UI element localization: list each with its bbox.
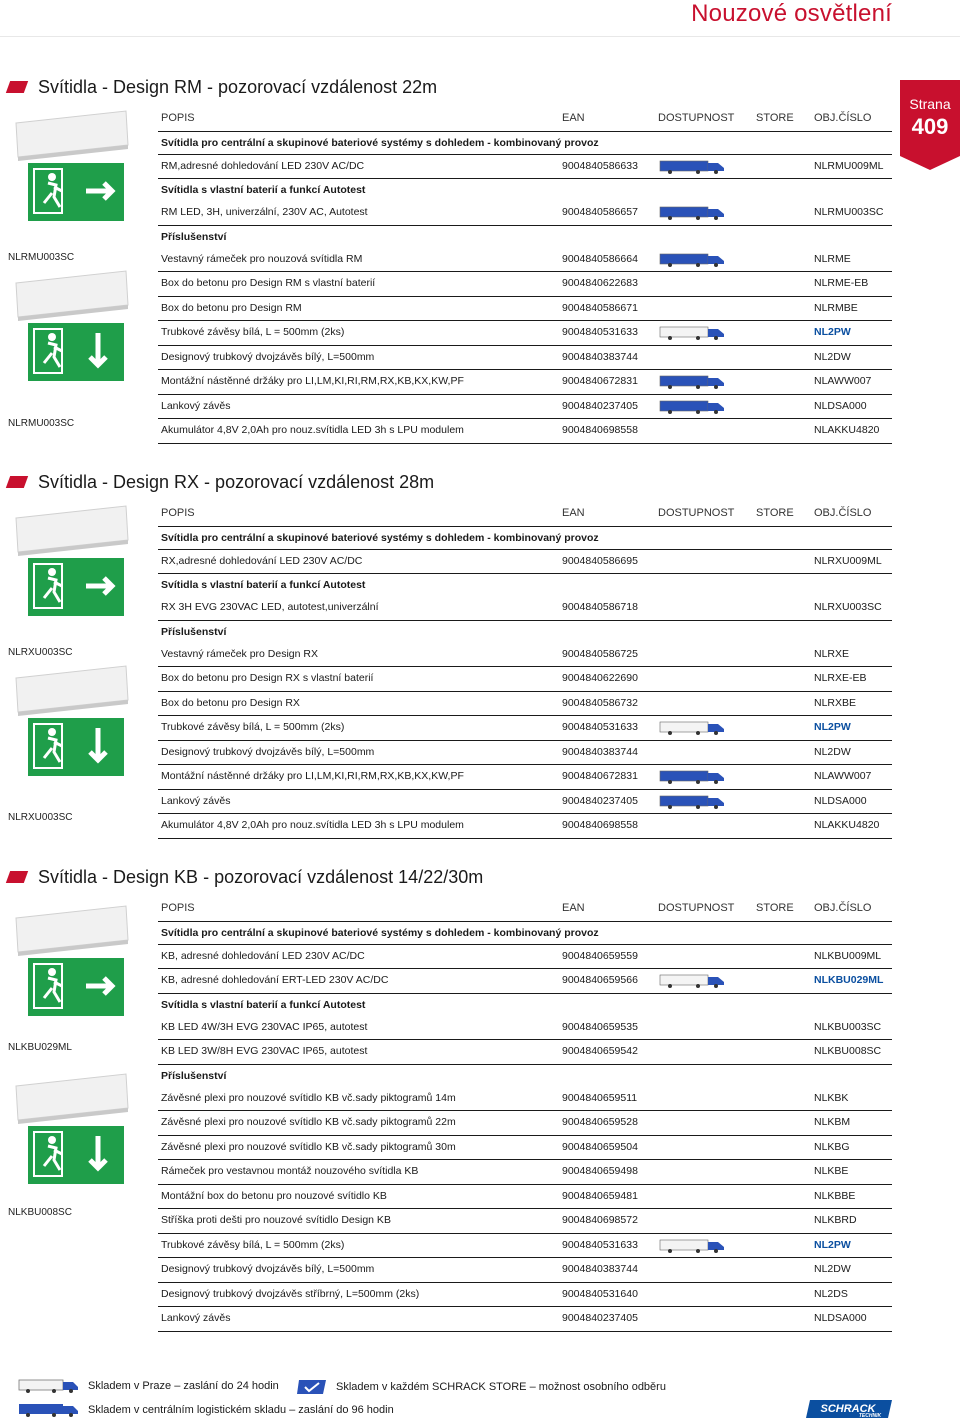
item-order-number: NLRME [814, 252, 851, 265]
exit-sign-icon [8, 900, 134, 1030]
legend-store [296, 1378, 666, 1396]
item-ean: 9004840622690 [562, 672, 638, 684]
item-ean: 9004840659559 [562, 949, 638, 962]
subgroup-heading-row [158, 179, 892, 201]
item-ean: 9004840586732 [562, 696, 638, 709]
item-ean: 9004840586633 [562, 159, 638, 172]
column-header-ean: EAN [562, 112, 585, 124]
table-row [158, 419, 892, 444]
table-row [158, 814, 892, 839]
page-number-label: Strana [909, 96, 951, 112]
item-ean: 9004840383744 [562, 350, 638, 363]
table-row [158, 370, 892, 395]
column-header-popis: POPIS [161, 507, 195, 519]
page-number-badge [900, 80, 960, 156]
item-description: Závěsné plexi pro nouzové svítidlo KB vč.sady piktogramů 30m [161, 1140, 456, 1153]
table-row [158, 272, 892, 297]
legend-central-text: Skladem v centrálním logistickém skladu – zaslání do 96 hodin [88, 1404, 394, 1416]
product-table [158, 107, 892, 444]
item-ean: 9004840586718 [562, 601, 638, 613]
store-check-icon [296, 1378, 330, 1396]
item-description: RM,adresné dohledování LED 230V AC/DC [161, 159, 365, 172]
product-code-label: NLKBU008SC [8, 1207, 72, 1218]
product-code-label: NLRXU003SC [8, 647, 73, 658]
truck-store-icon [658, 252, 728, 268]
brand-name: SCHRACK [820, 1403, 876, 1415]
table-row [158, 1111, 892, 1136]
item-order-number: NLKBU009ML [814, 949, 882, 962]
item-order-number: NLAKKU4820 [814, 424, 880, 436]
item-ean: 9004840698558 [562, 424, 638, 436]
item-description: Designový trubkový dvojzávěs bílý, L=500mm [161, 745, 375, 758]
item-description: KB LED 4W/3H EVG 230VAC IP65, autotest [161, 1020, 368, 1033]
subgroup-heading-row [158, 1065, 892, 1087]
legend-footer [0, 1370, 960, 1427]
item-order-number: NLRMU003SC [814, 206, 884, 218]
table-row [158, 248, 892, 273]
item-order-number: NL2PW [814, 1238, 851, 1251]
item-ean: 9004840237405 [562, 1312, 638, 1324]
column-header-obj: OBJ.ČÍSLO [814, 902, 872, 914]
item-description: RX,adresné dohledování LED 230V AC/DC [161, 554, 363, 567]
column-header-dostupnost: DOSTUPNOST [658, 902, 735, 914]
item-order-number: NL2DW [814, 350, 851, 363]
item-description: Box do betonu pro Design RX [161, 696, 300, 709]
column-header-obj: OBJ.ČÍSLO [814, 507, 872, 519]
column-header-dostupnost: DOSTUPNOST [658, 507, 735, 519]
item-order-number: NLKBU003SC [814, 1020, 882, 1033]
item-ean: 9004840531633 [562, 721, 638, 733]
item-order-number: NLRXU009ML [814, 554, 882, 567]
item-description: Lankový závěs [161, 399, 231, 412]
item-ean: 9004840659566 [562, 974, 638, 986]
item-order-number: NLKBG [814, 1140, 850, 1153]
page-number: 409 [911, 114, 949, 139]
truck-praha-icon [18, 1378, 82, 1394]
item-description: Designový trubkový dvojzávěs bílý, L=500mm [161, 350, 375, 363]
item-ean: 9004840659542 [562, 1045, 638, 1057]
item-order-number: NLRXU003SC [814, 601, 882, 613]
item-description: Montážní nástěnné držáky pro LI,LM,KI,RI,RM,RX,KB,KX,KW,PF [161, 375, 464, 387]
table-row [158, 550, 892, 575]
table-row [158, 716, 892, 741]
item-order-number: NLAWW007 [814, 375, 872, 387]
exit-sign-icon [8, 500, 134, 630]
truck-store-icon [658, 374, 728, 390]
column-header-popis: POPIS [161, 902, 195, 914]
item-ean: 9004840622683 [562, 277, 638, 289]
table-row [158, 1283, 892, 1308]
item-order-number: NLRXE-EB [814, 672, 867, 684]
subgroup-heading-row [158, 226, 892, 248]
item-description: Designový trubkový dvojzávěs stříbrný, L=500mm (2ks) [161, 1287, 420, 1300]
column-header-store: STORE [756, 507, 794, 519]
group-heading-text: Svítidla pro centrální a skupinové bateriové systémy s dohledem - kombinovaný provoz [161, 926, 599, 939]
item-order-number: NLRME-EB [814, 277, 869, 289]
item-ean: 9004840531633 [562, 1238, 638, 1251]
item-ean: 9004840383744 [562, 1263, 638, 1275]
product-table [158, 502, 892, 839]
item-description: KB, adresné dohledování LED 230V AC/DC [161, 949, 365, 962]
truck-praha-icon [658, 720, 728, 736]
item-ean: 9004840659528 [562, 1116, 638, 1128]
column-header-store: STORE [756, 902, 794, 914]
item-order-number: NLKBU029ML [814, 974, 884, 986]
item-description: Montážní nástěnné držáky pro LI,LM,KI,RI,RM,RX,KB,KX,KW,PF [161, 770, 464, 782]
section-marker-icon [6, 476, 28, 488]
item-ean: 9004840659481 [562, 1189, 638, 1202]
truck-store-icon [658, 399, 728, 415]
column-header-popis: POPIS [161, 112, 195, 124]
legend-store-text: Skladem v každém SCHRACK STORE – možnost osobního odběru [336, 1381, 666, 1393]
column-header-obj: OBJ.ČÍSLO [814, 112, 872, 124]
column-header-store: STORE [756, 112, 794, 124]
legend-praha [18, 1378, 279, 1394]
exit-sign-icon [8, 1068, 134, 1198]
exit-sign-icon [8, 105, 134, 235]
truck-praha-icon [658, 325, 728, 341]
item-order-number: NLKBK [814, 1091, 849, 1104]
item-order-number: NLRMU009ML [814, 159, 884, 172]
table-row [158, 643, 892, 668]
table-header-row [158, 107, 892, 132]
item-ean: 9004840531640 [562, 1287, 638, 1300]
table-header-row [158, 502, 892, 527]
item-order-number: NLKBRD [814, 1214, 857, 1226]
product-code-label: NLRMU003SC [8, 418, 75, 429]
table-row [158, 790, 892, 815]
exit-sign-icon [8, 265, 134, 395]
item-ean: 9004840698558 [562, 819, 638, 831]
item-order-number: NL2PW [814, 721, 851, 733]
truck-store-icon [658, 769, 728, 785]
column-header-ean: EAN [562, 902, 585, 914]
item-order-number: NLRMBE [814, 301, 858, 314]
truck-store-icon [658, 159, 728, 175]
product-table [158, 897, 892, 1332]
group-heading-row [158, 922, 892, 945]
group-heading-row [158, 527, 892, 550]
item-order-number: NLKBU008SC [814, 1045, 882, 1057]
item-ean: 9004840586671 [562, 301, 638, 314]
legend-praha-text: Skladem v Praze – zaslání do 24 hodin [88, 1380, 279, 1392]
item-description: Akumulátor 4,8V 2,0Ah pro nouz.svítidla LED 3h s LPU modulem [161, 819, 464, 831]
group-heading-text: Svítidla pro centrální a skupinové bateriové systémy s dohledem - kombinovaný provoz [161, 136, 599, 149]
item-description: Závěsné plexi pro nouzové svítidlo KB vč.sady piktogramů 14m [161, 1091, 456, 1104]
table-row [158, 321, 892, 346]
group-heading-text: Svítidla pro centrální a skupinové bateriové systémy s dohledem - kombinovaný provoz [161, 531, 599, 544]
item-order-number: NL2PW [814, 326, 851, 338]
table-row [158, 1136, 892, 1161]
table-row [158, 667, 892, 692]
table-row [158, 297, 892, 322]
table-row [158, 1040, 892, 1065]
table-row [158, 692, 892, 717]
item-description: Stříška proti dešti pro nouzové svítidlo Design KB [161, 1214, 391, 1226]
table-row [158, 201, 892, 226]
item-order-number: NL2DW [814, 745, 851, 758]
item-ean: 9004840659498 [562, 1165, 638, 1177]
item-ean: 9004840586664 [562, 252, 638, 265]
item-description: Box do betonu pro Design RM [161, 301, 302, 314]
table-row [158, 1307, 892, 1332]
subgroup-heading-row [158, 994, 892, 1016]
item-description: Trubkové závěsy bílá, L = 500mm (2ks) [161, 1238, 345, 1251]
page-title: Nouzové osvětlení [691, 0, 892, 27]
group-heading-text: Příslušenství [161, 230, 227, 243]
item-order-number: NLAKKU4820 [814, 819, 880, 831]
item-description: KB LED 3W/8H EVG 230VAC IP65, autotest [161, 1045, 368, 1057]
item-ean: 9004840659511 [562, 1091, 638, 1104]
section-title [0, 469, 434, 495]
item-ean: 9004840586657 [562, 206, 638, 218]
item-order-number: NLKBBE [814, 1189, 856, 1202]
header-rule [0, 36, 960, 37]
item-description: Lankový závěs [161, 1312, 231, 1324]
truck-store-icon [658, 794, 728, 810]
item-order-number: NLDSA000 [814, 1312, 867, 1324]
legend-central [18, 1402, 394, 1418]
item-ean: 9004840531633 [562, 326, 638, 338]
item-description: RM LED, 3H, univerzální, 230V AC, Autotest [161, 206, 368, 218]
table-row [158, 1016, 892, 1041]
product-code-label: NLRXU003SC [8, 812, 73, 823]
truck-central-icon [18, 1402, 82, 1418]
table-row [158, 1185, 892, 1210]
item-description: Vestavný rámeček pro Design RX [161, 647, 318, 660]
table-row [158, 155, 892, 180]
item-ean: 9004840659504 [562, 1140, 638, 1153]
group-heading-text: Příslušenství [161, 1069, 227, 1082]
group-heading-text: Svítidla s vlastní baterií a funkcí Autotest [161, 998, 366, 1011]
item-order-number: NLAWW007 [814, 770, 872, 782]
item-description: Závěsné plexi pro nouzové svítidlo KB vč.sady piktogramů 22m [161, 1116, 456, 1128]
item-description: Box do betonu pro Design RX s vlastní baterií [161, 672, 374, 684]
table-row [158, 945, 892, 970]
item-order-number: NL2DW [814, 1263, 851, 1275]
item-description: Box do betonu pro Design RM s vlastní baterií [161, 277, 376, 289]
item-order-number: NLDSA000 [814, 399, 867, 412]
table-row [158, 395, 892, 420]
group-heading-text: Svítidla s vlastní baterií a funkcí Autotest [161, 579, 366, 591]
item-description: Lankový závěs [161, 794, 231, 807]
table-row [158, 1258, 892, 1283]
section-title-text: Svítidla - Design KB - pozorovací vzdálenost 14/22/30m [38, 866, 484, 887]
table-row [158, 1209, 892, 1234]
table-row [158, 1234, 892, 1259]
item-ean: 9004840659535 [562, 1020, 638, 1033]
item-description: Designový trubkový dvojzávěs bílý, L=500mm [161, 1263, 375, 1275]
section-title-text: Svítidla - Design RX - pozorovací vzdálenost 28m [38, 471, 435, 492]
table-row [158, 1087, 892, 1112]
schrack-logo [804, 1398, 894, 1420]
item-ean: 9004840237405 [562, 794, 638, 807]
item-order-number: NLRXE [814, 647, 850, 660]
item-ean: 9004840698572 [562, 1214, 638, 1226]
column-header-ean: EAN [562, 507, 585, 519]
item-ean: 9004840383744 [562, 745, 638, 758]
item-order-number: NLKBE [814, 1165, 849, 1177]
section-marker-icon [6, 871, 28, 883]
item-description: RX 3H EVG 230VAC LED, autotest,univerzální [161, 601, 379, 613]
group-heading-text: Příslušenství [161, 625, 227, 638]
subgroup-heading-row [158, 621, 892, 643]
section-title [0, 864, 483, 890]
section-title [0, 74, 437, 100]
table-row [158, 765, 892, 790]
truck-store-icon [658, 205, 728, 221]
truck-praha-icon [658, 973, 728, 989]
product-code-label: NLRMU003SC [8, 252, 75, 263]
table-row [158, 741, 892, 766]
exit-sign-icon [8, 660, 134, 790]
item-description: Vestavný rámeček pro nouzová svítidla RM [161, 252, 363, 265]
table-header-row [158, 897, 892, 922]
group-heading-row [158, 132, 892, 155]
item-description: KB, adresné dohledování ERT-LED 230V AC/DC [161, 974, 389, 986]
brand-sub: TECHNIK [858, 1413, 882, 1419]
item-description: Trubkové závěsy bílá, L = 500mm (2ks) [161, 721, 345, 733]
item-ean: 9004840237405 [562, 399, 638, 412]
table-row [158, 596, 892, 621]
item-description: Montážní box do betonu pro nouzové svítidlo KB [161, 1189, 387, 1202]
table-row [158, 1160, 892, 1185]
item-description: Trubkové závěsy bílá, L = 500mm (2ks) [161, 326, 345, 338]
column-header-dostupnost: DOSTUPNOST [658, 112, 735, 124]
subgroup-heading-row [158, 574, 892, 596]
table-row [158, 969, 892, 994]
group-heading-text: Svítidla s vlastní baterií a funkcí Autotest [161, 184, 366, 196]
item-order-number: NLKBM [814, 1116, 851, 1128]
product-code-label: NLKBU029ML [8, 1042, 72, 1053]
item-order-number: NL2DS [814, 1287, 848, 1300]
table-row [158, 346, 892, 371]
item-order-number: NLRXBE [814, 696, 857, 709]
item-ean: 9004840586725 [562, 647, 638, 660]
item-ean: 9004840672831 [562, 375, 638, 387]
section-marker-icon [6, 81, 28, 93]
item-description: Rámeček pro vestavnou montáž nouzového svítidla KB [161, 1165, 419, 1177]
page-header [0, 0, 960, 44]
item-description: Akumulátor 4,8V 2,0Ah pro nouz.svítidla LED 3h s LPU modulem [161, 424, 464, 436]
item-ean: 9004840586695 [562, 554, 638, 567]
truck-praha-icon [658, 1238, 728, 1254]
item-ean: 9004840672831 [562, 770, 638, 782]
item-order-number: NLDSA000 [814, 794, 867, 807]
section-title-text: Svítidla - Design RM - pozorovací vzdálenost 22m [38, 76, 438, 97]
